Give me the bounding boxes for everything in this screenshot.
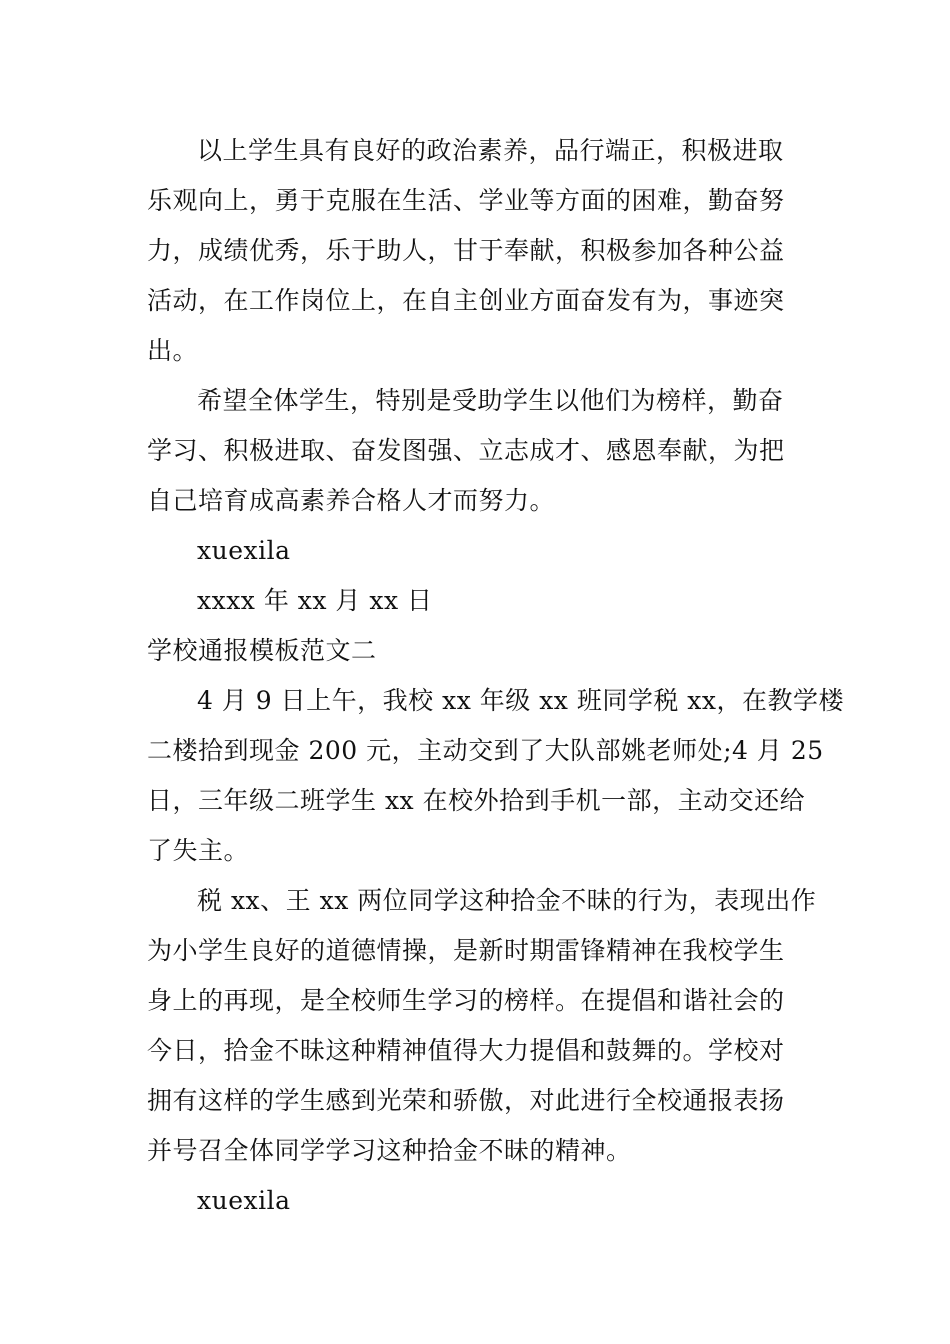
paragraph-2-line-1: 希望全体学生，特别是受助学生以他们为榜样，勤奋 [197, 386, 784, 415]
paragraph-1-line-1: 以上学生具有良好的政治素养，品行端正，积极进取 [197, 136, 784, 165]
paragraph-1-line-4: 活动，在工作岗位上，在自主创业方面奋发有为，事迹突 [147, 286, 785, 315]
paragraph-4-line-2: 为小学生良好的道德情操，是新时期雷锋精神在我校学生 [147, 936, 785, 965]
paragraph-4-line-6: 并号召全体同学学习这种拾金不昧的精神。 [147, 1136, 632, 1165]
signature-1: xuexila [197, 536, 291, 565]
paragraph-4-line-3: 身上的再现，是全校师生学习的榜样。在提倡和谐社会的 [147, 986, 785, 1015]
paragraph-2-line-3: 自己培育成高素养合格人才而努力。 [147, 486, 556, 515]
signature-2: xuexila [197, 1186, 291, 1215]
paragraph-1-line-5: 出。 [147, 336, 199, 365]
paragraph-4-line-1: 税 xx、王 xx 两位同学这种拾金不昧的行为，表现出作 [197, 886, 817, 915]
paragraph-2-line-2: 学习、积极进取、奋发图强、立志成才、感恩奉献，为把 [147, 436, 785, 465]
date-1: xxxx 年 xx 月 xx 日 [197, 586, 433, 615]
paragraph-4-line-4: 今日，拾金不昧这种精神值得大力提倡和鼓舞的。学校对 [147, 1036, 785, 1065]
paragraph-4-line-5: 拥有这样的学生感到光荣和骄傲，对此进行全校通报表扬 [147, 1086, 785, 1115]
paragraph-1-line-3: 力，成绩优秀，乐于助人，甘于奉献，积极参加各种公益 [147, 236, 785, 265]
paragraph-3-line-1: 4 月 9 日上午，我校 xx 年级 xx 班同学税 xx，在教学楼 [197, 686, 844, 715]
paragraph-1-line-2: 乐观向上，勇于克服在生活、学业等方面的困难，勤奋努 [147, 186, 785, 215]
paragraph-3-line-2: 二楼拾到现金 200 元，主动交到了大队部姚老师处;4 月 25 [147, 736, 824, 765]
paragraph-3-line-3: 日，三年级二班学生 xx 在校外拾到手机一部，主动交还给 [147, 786, 806, 815]
section-heading: 学校通报模板范文二 [147, 636, 377, 665]
paragraph-3-line-4: 了失主。 [147, 836, 250, 865]
